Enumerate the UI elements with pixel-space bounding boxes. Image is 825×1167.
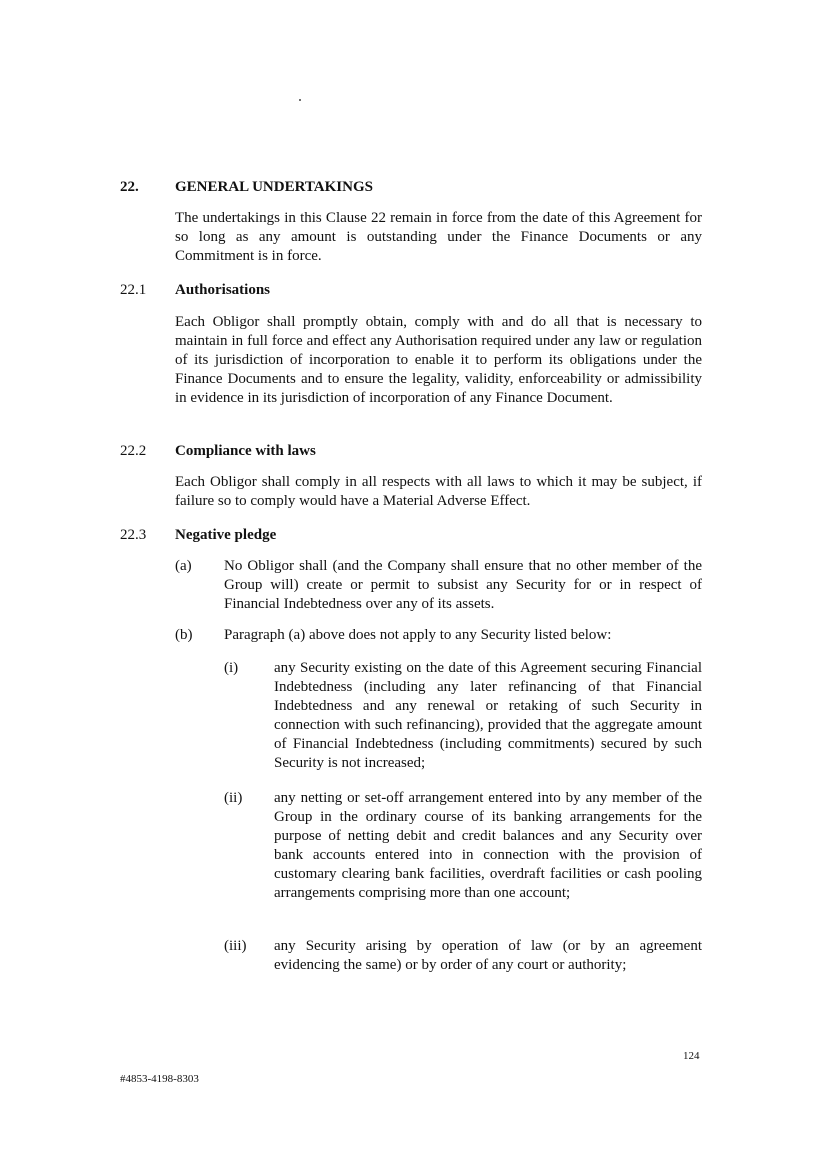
paragraph-text: Paragraph (a) above does not apply to any Security listed below: xyxy=(224,627,612,643)
subparagraph-label: (i) xyxy=(224,660,239,676)
paragraph-label: (a) xyxy=(175,558,192,574)
page-number: 124 xyxy=(683,1050,700,1062)
clause-intro: The undertakings in this Clause 22 remain in force from the date of this Agreement for so long as any amount is outstanding under the Finance Documents or any Commitment is in force. xyxy=(175,210,702,264)
subparagraph-label: (iii) xyxy=(224,938,247,954)
section-number: 22.2 xyxy=(120,443,147,459)
section-title: Negative pledge xyxy=(175,527,277,543)
section-title: Authorisations xyxy=(175,282,271,298)
section-number: 22.1 xyxy=(120,282,147,298)
subparagraph-text: any netting or set-off arrangement entered into by any member of the Group in the ordinary course of its banking arrangements for the purpose of netting debit and credit balances and any Security over bank accounts entered into in connection with the provision of customary clearing bank facilities, overdraft facilities or cash pooling arrangements comprising more than one account; xyxy=(274,790,702,901)
subparagraph-label: (ii) xyxy=(224,790,243,806)
scan-dot-mark xyxy=(299,99,301,101)
section-text: Each Obligor shall promptly obtain, comply with and do all that is necessary to maintain in full force and effect any Authorisation required under any law or regulation of its jurisdiction of incorporation to enable it to perform its obligations under the Finance Documents and to ensure the legality, validity, enforceability or admissibility in evidence in its jurisdiction of incorporation of any Finance Document. xyxy=(175,314,702,406)
clause-title: GENERAL UNDERTAKINGS xyxy=(175,179,373,195)
document-reference: #4853-4198-8303 xyxy=(120,1073,199,1085)
section-number: 22.3 xyxy=(120,527,147,543)
section-text: Each Obligor shall comply in all respects with all laws to which it may be subject, if failure so to comply would have a Material Adverse Effect. xyxy=(175,474,702,509)
clause-number: 22. xyxy=(120,179,139,195)
section-title: Compliance with laws xyxy=(175,443,316,459)
paragraph-text: No Obligor shall (and the Company shall ensure that no other member of the Group will) create or permit to subsist any Security for or in respect of Financial Indebtedness over any of its assets. xyxy=(224,558,702,612)
subparagraph-text: any Security existing on the date of this Agreement securing Financial Indebtedness (including any later refinancing of that Financial Indebtedness and any renewal or retaking of such Security in connection with such refinancing), provided that the aggregate amount of Financial Indebtedness (including commitments) secured by such Security is not increased; xyxy=(274,660,702,771)
subparagraph-text: any Security arising by operation of law (or by an agreement evidencing the same) or by order of any court or authority; xyxy=(274,938,702,973)
paragraph-label: (b) xyxy=(175,627,193,643)
